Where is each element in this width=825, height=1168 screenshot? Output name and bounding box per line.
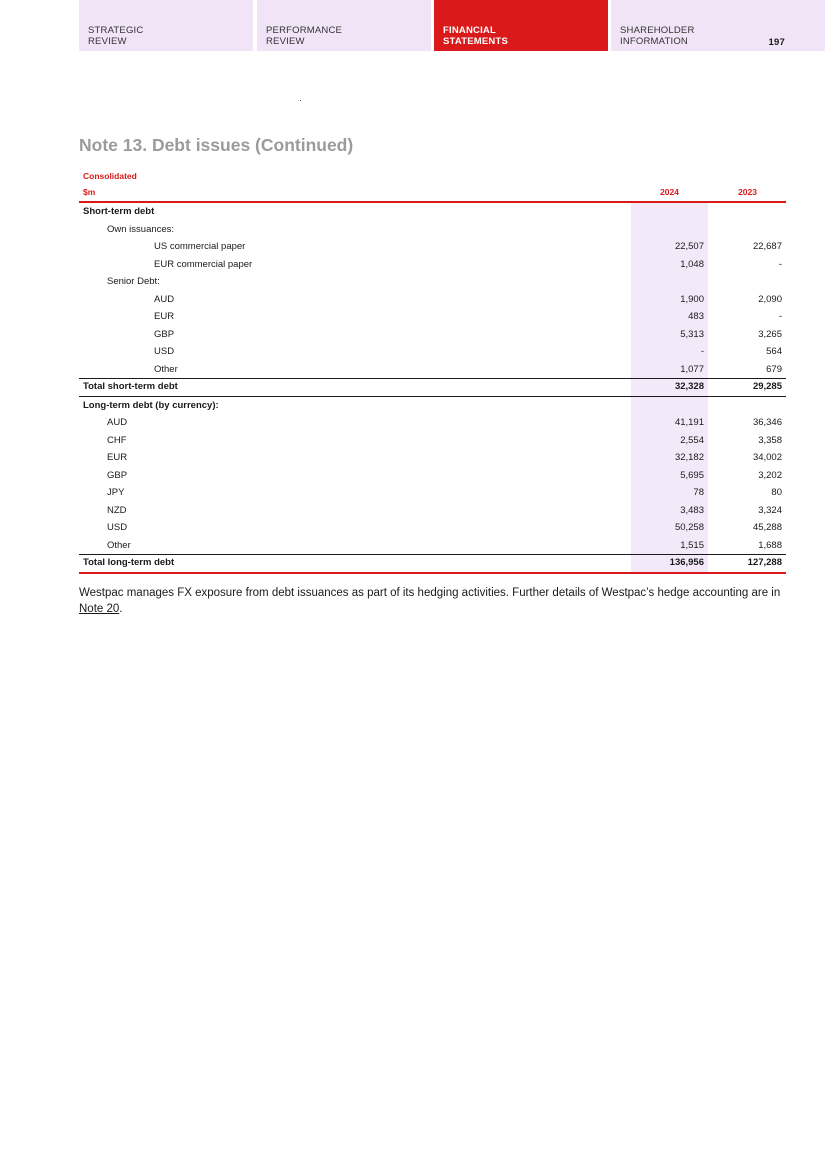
table-header-consolidated (79, 168, 786, 186)
row-label: USD (107, 522, 128, 533)
value-2023: - (778, 258, 782, 270)
table-row-long-gbp (79, 467, 786, 485)
value-2023: 564 (766, 346, 782, 357)
table-row-total-long-term (79, 554, 786, 572)
value-2024: 5,313 (680, 328, 704, 340)
value-2023: 3,202 (758, 469, 782, 481)
row-label: Total long-term debt (83, 557, 175, 568)
tab-label-line1: SHAREHOLDER (620, 25, 695, 36)
tab-label-line2: REVIEW (88, 36, 127, 47)
value-2024: 1,048 (680, 258, 704, 270)
row-label: Other (154, 363, 178, 375)
row-label: Short-term debt (83, 206, 155, 217)
value-2024: 41,191 (674, 417, 704, 428)
value-2024: 483 (688, 311, 704, 322)
value-2023: 1,688 (758, 539, 782, 551)
tab-label-line2: STATEMENTS (443, 36, 508, 47)
value-2023: 29,285 (752, 381, 782, 392)
row-label: Senior Debt: (107, 276, 160, 287)
table-row-long-other (79, 537, 786, 555)
table-row-long-usd (79, 519, 786, 537)
footnote-end: . (119, 602, 123, 615)
column-header-2023: 2023 (738, 187, 757, 197)
table-row-long-aud (79, 414, 786, 432)
tab-shareholder-information[interactable] (611, 0, 825, 51)
value-2024: 1,900 (680, 293, 704, 305)
value-2023: 127,288 (747, 557, 782, 568)
tab-label-line1: PERFORMANCE (266, 25, 343, 36)
value-2024: 136,956 (669, 557, 704, 568)
subheading-own-issuances (79, 221, 786, 239)
subheading-senior-debt (79, 273, 786, 291)
footnote-text: Westpac manages FX exposure from debt issuances as part of its hedging activities. Further details of Westpac’s hedge accounting are in (79, 587, 781, 599)
value-2024: 5,695 (680, 469, 704, 481)
table-row-senior-gbp (79, 326, 786, 344)
value-2023: 2,090 (758, 293, 782, 305)
row-label: EUR (154, 311, 175, 322)
tab-strategic-review[interactable] (79, 0, 253, 51)
table-row-total-short-term (79, 378, 786, 396)
row-label: Other (107, 539, 131, 551)
stray-dot (300, 100, 301, 101)
footnote-paragraph (79, 586, 789, 617)
row-label: EUR commercial paper (154, 258, 253, 270)
value-2023: 679 (766, 363, 782, 375)
value-2023: 80 (771, 487, 782, 498)
table-row-long-jpy (79, 484, 786, 502)
value-2024: 3,483 (680, 504, 704, 516)
value-2024: 78 (693, 487, 704, 498)
row-label: Own issuances: (107, 223, 175, 235)
total-rule-bottom (79, 572, 786, 574)
table-header-row (79, 184, 786, 202)
unit-label: $m (83, 187, 96, 197)
tab-label-line1: STRATEGIC (88, 25, 144, 36)
table-row-senior-usd (79, 343, 786, 361)
table-row-senior-eur (79, 308, 786, 326)
value-2023: 36,346 (752, 417, 782, 428)
table-row-long-eur (79, 449, 786, 467)
section-heading-short-term (79, 203, 786, 221)
row-label: GBP (107, 469, 128, 481)
section-heading-long-term (79, 397, 786, 415)
value-2023: 3,358 (758, 434, 782, 446)
row-label: JPY (107, 487, 125, 498)
table-row-us-commercial-paper (79, 238, 786, 256)
row-label: AUD (154, 293, 175, 305)
value-2024: 1,077 (680, 363, 704, 375)
value-2023: - (778, 311, 782, 322)
value-2023: 22,687 (752, 241, 782, 252)
value-2024: 32,182 (674, 452, 704, 463)
page-title: Note 13. Debt issues (Continued) (79, 135, 354, 155)
table-row-long-nzd (79, 502, 786, 520)
note-20-link[interactable]: Note 20 (79, 602, 120, 615)
value-2023: 34,002 (752, 452, 782, 463)
column-header-2024: 2024 (660, 187, 679, 197)
tab-financial-statements[interactable] (434, 0, 608, 51)
row-label: Total short-term debt (83, 381, 178, 392)
table-row-eur-commercial-paper (79, 256, 786, 274)
row-label: US commercial paper (154, 241, 246, 252)
consolidated-label: Consolidated (83, 171, 137, 181)
value-2023: 3,265 (758, 328, 782, 340)
value-2024: 22,507 (674, 241, 704, 252)
row-label: AUD (107, 417, 128, 428)
value-2023: 3,324 (758, 504, 782, 516)
tab-label-line2: REVIEW (266, 36, 305, 47)
value-2024: 32,328 (674, 381, 704, 392)
tab-performance-review[interactable] (257, 0, 431, 51)
row-label: NZD (107, 504, 127, 516)
row-label: CHF (107, 434, 127, 446)
row-label: USD (154, 346, 175, 357)
value-2024: 2,554 (680, 434, 704, 446)
row-label: GBP (154, 328, 175, 340)
page-number: 197 (768, 37, 785, 48)
table-row-senior-other (79, 361, 786, 379)
section-nav (79, 0, 825, 51)
value-2024: 1,515 (680, 539, 704, 551)
value-2023: 45,288 (752, 522, 782, 533)
table-row-long-chf (79, 432, 786, 450)
row-label: Long-term debt (by currency): (83, 399, 219, 411)
value-2024: - (700, 346, 704, 357)
value-2024: 50,258 (674, 522, 704, 533)
tab-label-line2: INFORMATION (620, 36, 688, 47)
table-row-senior-aud (79, 291, 786, 309)
row-label: EUR (107, 452, 128, 463)
tab-label-line1: FINANCIAL (443, 25, 496, 36)
